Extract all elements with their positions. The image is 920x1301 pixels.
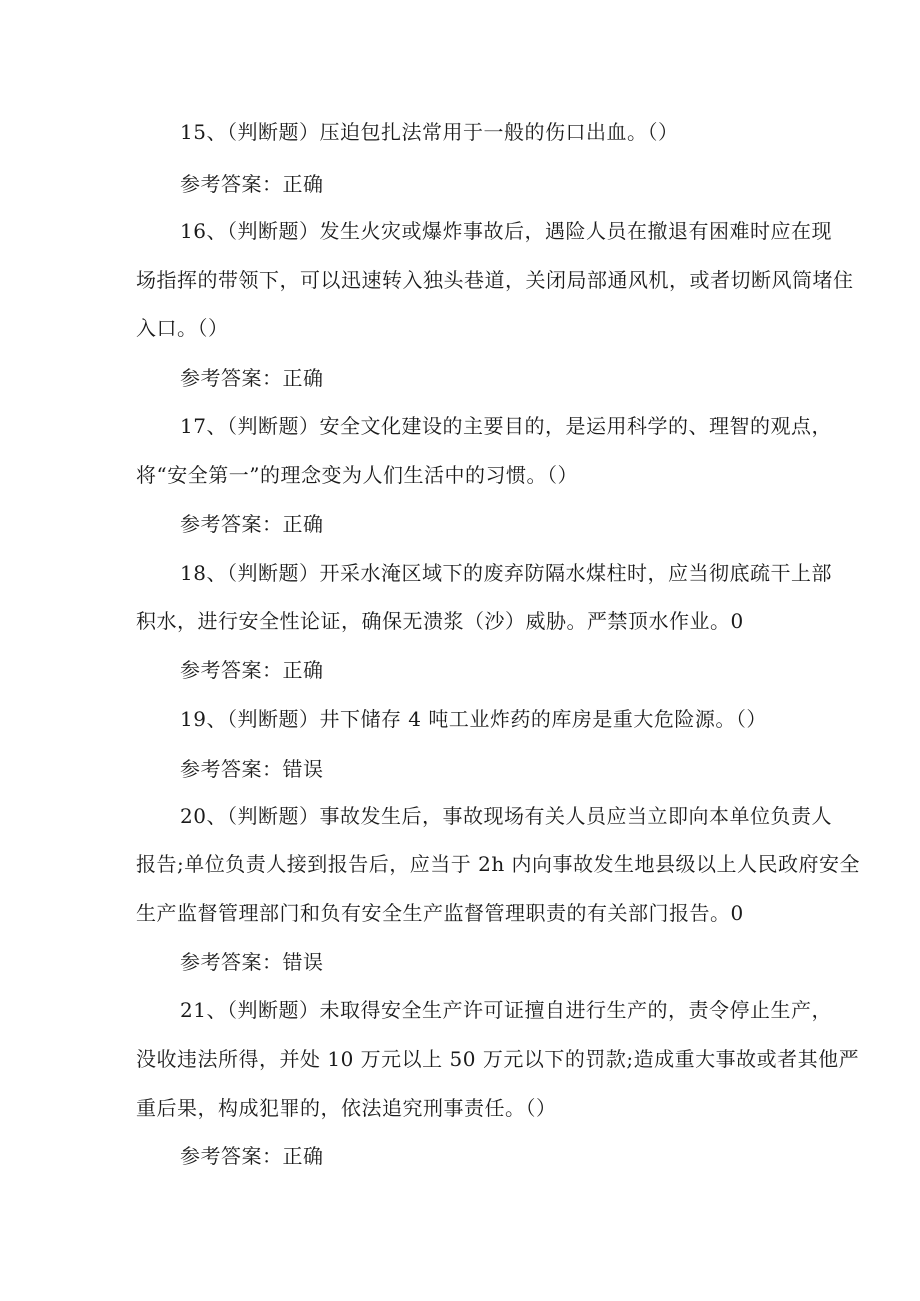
question-21-line-3: 重后果，构成犯罪的，依法追究刑事责任。（） — [136, 1096, 557, 1120]
question-19-line-1: 19、（判断题）井下储存 4 吨工业炸药的库房是重大危险源。（） — [180, 707, 767, 731]
answer-15: 参考答案：正确 — [180, 172, 324, 196]
answer-20: 参考答案：错误 — [180, 950, 324, 974]
question-15-line-1: 15、（判断题）压迫包扎法常用于一般的伤口出血。（） — [180, 120, 679, 144]
question-18-line-1: 18、（判断题）开采水淹区域下的废弃防隔水煤柱时，应当彻底疏干上部 — [180, 561, 832, 585]
question-16-line-1: 16、（判断题）发生火灾或爆炸事故后，遇险人员在撤退有困难时应在现 — [180, 219, 832, 243]
answer-19: 参考答案：错误 — [180, 757, 324, 781]
question-16-line-2: 场指挥的带领下，可以迅速转入独头巷道，关闭局部通风机，或者切断风筒堵住 — [136, 268, 854, 292]
question-21-line-2: 没收违法所得，并处 10 万元以上 50 万元以下的罚款;造成重大事故或者其他严 — [136, 1047, 860, 1071]
answer-21: 参考答案：正确 — [180, 1144, 324, 1168]
answer-16: 参考答案：正确 — [180, 366, 324, 390]
question-21-line-1: 21、（判断题）未取得安全生产许可证擅自进行生产的，责令停止生产， — [180, 998, 832, 1022]
question-17-line-2: 将“安全第一”的理念变为人们生活中的习惯。（） — [136, 463, 578, 487]
question-20-line-2: 报告;单位负责人接到报告后，应当于 2h 内向事故发生地县级以上人民政府安全 — [136, 852, 861, 876]
question-18-line-2: 积水，进行安全性论证，确保无溃浆（沙）威胁。严禁顶水作业。0 — [136, 609, 744, 633]
question-17-line-1: 17、（判断题）安全文化建设的主要目的，是运用科学的、理智的观点， — [180, 414, 832, 438]
answer-18: 参考答案：正确 — [180, 658, 324, 682]
question-20-line-1: 20、（判断题）事故发生后，事故现场有关人员应当立即向本单位负责人 — [180, 804, 832, 828]
question-16-line-3: 入口。（） — [136, 316, 229, 340]
answer-17: 参考答案：正确 — [180, 512, 324, 536]
question-20-line-3: 生产监督管理部门和负有安全生产监督管理职责的有关部门报告。0 — [136, 901, 744, 925]
